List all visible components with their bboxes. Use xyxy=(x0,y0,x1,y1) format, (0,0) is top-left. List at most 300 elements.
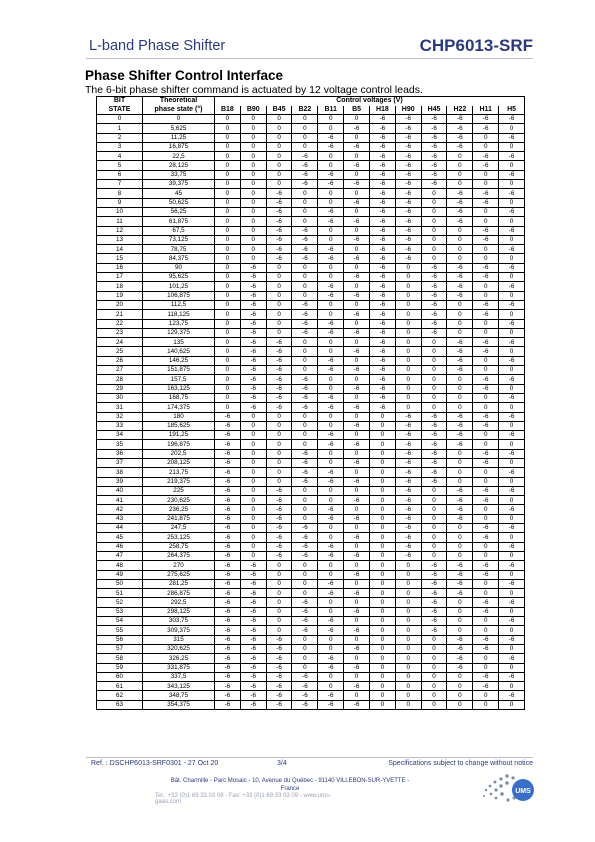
voltage-cell-h18: 0 xyxy=(369,533,395,542)
table-row xyxy=(97,672,525,681)
voltage-cell-b18: 0 xyxy=(215,133,241,142)
voltage-cell-h11: 0 xyxy=(473,180,499,189)
voltage-cell-b45: -6 xyxy=(266,393,292,402)
voltage-cell-b22: 0 xyxy=(292,635,318,644)
phase-cell: 281,25 xyxy=(143,579,215,588)
voltage-cell-h45: -6 xyxy=(421,115,447,124)
voltage-cell-h45: -6 xyxy=(421,273,447,282)
voltage-cell-h11: 0 xyxy=(473,626,499,635)
phase-cell: 0 xyxy=(143,115,215,124)
voltage-cell-b5: 0 xyxy=(344,300,370,309)
voltage-cell-b18: 0 xyxy=(215,124,241,133)
voltage-cell-h18: -6 xyxy=(369,291,395,300)
table-row xyxy=(97,440,525,449)
phase-cell: 292,5 xyxy=(143,598,215,607)
table-row xyxy=(97,263,525,272)
voltage-cell-h22: 0 xyxy=(447,551,473,560)
voltage-cell-b90: -6 xyxy=(240,663,266,672)
phase-cell: 56,25 xyxy=(143,207,215,216)
voltage-cell-h22: 0 xyxy=(447,393,473,402)
voltage-cell-h18: -6 xyxy=(369,338,395,347)
voltage-cell-b22: -6 xyxy=(292,152,318,161)
phase-cell: 236,25 xyxy=(143,505,215,514)
table-row xyxy=(97,310,525,319)
voltage-cell-h18: -6 xyxy=(369,152,395,161)
voltage-cell-b45: -6 xyxy=(266,496,292,505)
voltage-cell-h11: 0 xyxy=(473,245,499,254)
voltage-cell-h22: -6 xyxy=(447,561,473,570)
voltage-cell-h45: -6 xyxy=(421,617,447,626)
voltage-cell-h90: -6 xyxy=(395,180,421,189)
voltage-cell-h22: 0 xyxy=(447,700,473,709)
voltage-cell-h45: 0 xyxy=(421,682,447,691)
voltage-cell-h11: 0 xyxy=(473,142,499,151)
voltage-cell-h18: 0 xyxy=(369,635,395,644)
voltage-cell-b22: 0 xyxy=(292,263,318,272)
voltage-cell-h45: 0 xyxy=(421,366,447,375)
voltage-cell-b90: 0 xyxy=(240,412,266,421)
table-row xyxy=(97,458,525,467)
voltage-cell-h22: -6 xyxy=(447,431,473,440)
table-row xyxy=(97,198,525,207)
voltage-cell-b11: 0 xyxy=(318,124,344,133)
voltage-cell-h18: 0 xyxy=(369,468,395,477)
voltage-cell-b90: 0 xyxy=(240,207,266,216)
table-row xyxy=(97,598,525,607)
table-row xyxy=(97,431,525,440)
table-row xyxy=(97,496,525,505)
voltage-cell-h5: -6 xyxy=(499,412,525,421)
voltage-cell-b45: -6 xyxy=(266,644,292,653)
voltage-cell-h18: -6 xyxy=(369,180,395,189)
bit-state-cell: 18 xyxy=(97,282,143,291)
voltage-cell-b18: 0 xyxy=(215,282,241,291)
voltage-cell-h5: -6 xyxy=(499,152,525,161)
bit-state-cell: 25 xyxy=(97,347,143,356)
voltage-cell-b90: 0 xyxy=(240,161,266,170)
voltage-cell-h11: 0 xyxy=(473,514,499,523)
voltage-cell-h11: -6 xyxy=(473,115,499,124)
voltage-cell-h22: -6 xyxy=(447,273,473,282)
voltage-cell-b45: -6 xyxy=(266,375,292,384)
voltage-cell-b45: 0 xyxy=(266,431,292,440)
voltage-cell-h18: -6 xyxy=(369,207,395,216)
phase-cell: 157,5 xyxy=(143,375,215,384)
voltage-cell-h90: 0 xyxy=(395,672,421,681)
voltage-cell-b18: 0 xyxy=(215,291,241,300)
voltage-cell-b5: -6 xyxy=(344,477,370,486)
voltage-cell-b22: -6 xyxy=(292,226,318,235)
voltage-cell-h45: -6 xyxy=(421,412,447,421)
bit-state-cell: 52 xyxy=(97,598,143,607)
voltage-cell-b18: -6 xyxy=(215,607,241,616)
table-row xyxy=(97,700,525,709)
voltage-cell-h11: -6 xyxy=(473,458,499,467)
voltage-cell-b11: -6 xyxy=(318,207,344,216)
voltage-cell-b22: -6 xyxy=(292,533,318,542)
voltage-cell-h90: -6 xyxy=(395,254,421,263)
ums-logo xyxy=(478,770,538,804)
voltage-cell-b11: -6 xyxy=(318,589,344,598)
voltage-cell-h45: -6 xyxy=(421,440,447,449)
voltage-cell-b11: 0 xyxy=(318,598,344,607)
voltage-cell-b45: -6 xyxy=(266,384,292,393)
voltage-cell-h45: -6 xyxy=(421,579,447,588)
voltage-cell-h5: 0 xyxy=(499,217,525,226)
voltage-cell-h5: -6 xyxy=(499,579,525,588)
voltage-cell-h22: 0 xyxy=(447,598,473,607)
voltage-cell-h11: 0 xyxy=(473,207,499,216)
bit-state-cell: 1 xyxy=(97,124,143,133)
voltage-cell-b11: -6 xyxy=(318,217,344,226)
voltage-cell-h22: 0 xyxy=(447,533,473,542)
voltage-cell-b45: -6 xyxy=(266,551,292,560)
voltage-cell-h11: 0 xyxy=(473,468,499,477)
voltage-cell-h22: -6 xyxy=(447,207,473,216)
voltage-cell-h5: 0 xyxy=(499,533,525,542)
voltage-cell-h45: -6 xyxy=(421,142,447,151)
bit-state-cell: 50 xyxy=(97,579,143,588)
voltage-cell-b22: -6 xyxy=(292,384,318,393)
phase-cell: 78,75 xyxy=(143,245,215,254)
voltage-cell-h22: -6 xyxy=(447,440,473,449)
voltage-cell-b90: -6 xyxy=(240,682,266,691)
voltage-cell-b5: -6 xyxy=(344,235,370,244)
voltage-cell-h22: 0 xyxy=(447,617,473,626)
voltage-cell-h11: -6 xyxy=(473,226,499,235)
voltage-cell-b11: 0 xyxy=(318,449,344,458)
voltage-cell-h45: -6 xyxy=(421,449,447,458)
voltage-cell-h22: -6 xyxy=(447,644,473,653)
voltage-cell-h11: 0 xyxy=(473,617,499,626)
voltage-cell-b11: 0 xyxy=(318,412,344,421)
voltage-cell-b90: 0 xyxy=(240,533,266,542)
voltage-cell-h18: 0 xyxy=(369,598,395,607)
table-row xyxy=(97,486,525,495)
voltage-cell-h22: 0 xyxy=(447,328,473,337)
voltage-cell-h18: -6 xyxy=(369,282,395,291)
voltage-cell-h11: 0 xyxy=(473,700,499,709)
voltage-cell-b45: 0 xyxy=(266,617,292,626)
voltage-cell-h18: 0 xyxy=(369,505,395,514)
voltage-cell-b5: -6 xyxy=(344,514,370,523)
voltage-cell-b22: 0 xyxy=(292,115,318,124)
voltage-cell-b90: -6 xyxy=(240,356,266,365)
voltage-cell-h5: 0 xyxy=(499,589,525,598)
voltage-cell-h90: 0 xyxy=(395,589,421,598)
table-row xyxy=(97,300,525,309)
voltage-cell-b5: -6 xyxy=(344,496,370,505)
voltage-cell-b22: -6 xyxy=(292,319,318,328)
voltage-cell-b22: 0 xyxy=(292,579,318,588)
voltage-cell-b22: -6 xyxy=(292,458,318,467)
voltage-cell-h45: 0 xyxy=(421,672,447,681)
voltage-cell-b18: -6 xyxy=(215,672,241,681)
voltage-cell-h22: 0 xyxy=(447,458,473,467)
voltage-cell-b5: 0 xyxy=(344,431,370,440)
voltage-cell-b22: 0 xyxy=(292,356,318,365)
voltage-cell-b45: 0 xyxy=(266,468,292,477)
bit-state-cell: 63 xyxy=(97,700,143,709)
voltage-cell-b90: -6 xyxy=(240,672,266,681)
lead-header-b45: B45 xyxy=(266,106,292,115)
bit-state-cell: 20 xyxy=(97,300,143,309)
voltage-cell-h45: -6 xyxy=(421,458,447,467)
voltage-cell-h11: 0 xyxy=(473,663,499,672)
voltage-cell-b11: -6 xyxy=(318,245,344,254)
voltage-cell-b18: -6 xyxy=(215,663,241,672)
voltage-cell-b11: 0 xyxy=(318,273,344,282)
voltage-cell-b45: 0 xyxy=(266,152,292,161)
voltage-cell-h45: -6 xyxy=(421,421,447,430)
voltage-cell-h45: -6 xyxy=(421,170,447,179)
voltage-cell-b22: -6 xyxy=(292,393,318,402)
voltage-cell-h5: 0 xyxy=(499,626,525,635)
phase-cell: 135 xyxy=(143,338,215,347)
voltage-cell-b90: 0 xyxy=(240,440,266,449)
voltage-cell-b45: 0 xyxy=(266,310,292,319)
voltage-cell-h5: 0 xyxy=(499,477,525,486)
voltage-cell-h11: -6 xyxy=(473,273,499,282)
bit-state-cell: 39 xyxy=(97,477,143,486)
voltage-cell-b18: 0 xyxy=(215,366,241,375)
bit-state-cell: 42 xyxy=(97,505,143,514)
voltage-cell-b45: -6 xyxy=(266,226,292,235)
table-row xyxy=(97,617,525,626)
voltage-cell-h45: 0 xyxy=(421,347,447,356)
voltage-cell-h45: 0 xyxy=(421,217,447,226)
bit-state-cell: 44 xyxy=(97,524,143,533)
voltage-cell-h18: -6 xyxy=(369,328,395,337)
voltage-cell-h11: -6 xyxy=(473,672,499,681)
voltage-cell-b5: 0 xyxy=(344,524,370,533)
voltage-cell-h11: 0 xyxy=(473,551,499,560)
voltage-cell-b11: -6 xyxy=(318,393,344,402)
voltage-cell-b90: -6 xyxy=(240,291,266,300)
voltage-cell-h22: 0 xyxy=(447,607,473,616)
voltage-cell-b11: -6 xyxy=(318,691,344,700)
voltage-cell-h11: -6 xyxy=(473,412,499,421)
voltage-cell-h22: 0 xyxy=(447,682,473,691)
voltage-cell-b11: -6 xyxy=(318,291,344,300)
voltage-cell-h11: -6 xyxy=(473,338,499,347)
voltage-cell-h5: -6 xyxy=(499,263,525,272)
voltage-cell-b45: 0 xyxy=(266,440,292,449)
voltage-cell-h18: 0 xyxy=(369,682,395,691)
voltage-cell-h11: 0 xyxy=(473,282,499,291)
voltage-cell-h11: 0 xyxy=(473,542,499,551)
voltage-cell-h18: -6 xyxy=(369,319,395,328)
table-row xyxy=(97,542,525,551)
voltage-cell-h5: 0 xyxy=(499,124,525,133)
voltage-cell-b11: 0 xyxy=(318,561,344,570)
voltage-cell-h11: 0 xyxy=(473,356,499,365)
table-row xyxy=(97,514,525,523)
phase-cell: 73,125 xyxy=(143,235,215,244)
voltage-cell-b90: 0 xyxy=(240,477,266,486)
voltage-cell-b45: 0 xyxy=(266,115,292,124)
voltage-cell-h22: -6 xyxy=(447,579,473,588)
voltage-cell-b90: 0 xyxy=(240,226,266,235)
voltage-cell-h18: 0 xyxy=(369,700,395,709)
bit-state-cell: 2 xyxy=(97,133,143,142)
voltage-cell-b45: 0 xyxy=(266,133,292,142)
voltage-cell-b90: -6 xyxy=(240,375,266,384)
voltage-cell-b5: 0 xyxy=(344,152,370,161)
voltage-cell-b22: -6 xyxy=(292,524,318,533)
phase-cell: 129,375 xyxy=(143,328,215,337)
voltage-cell-b22: 0 xyxy=(292,514,318,523)
voltage-cell-h18: -6 xyxy=(369,198,395,207)
voltage-cell-h5: 0 xyxy=(499,366,525,375)
voltage-cell-h5: 0 xyxy=(499,644,525,653)
voltage-cell-h11: 0 xyxy=(473,403,499,412)
phase-cell: 22,5 xyxy=(143,152,215,161)
voltage-cell-h45: -6 xyxy=(421,263,447,272)
phase-cell: 264,375 xyxy=(143,551,215,560)
voltage-cell-b11: 0 xyxy=(318,226,344,235)
voltage-cell-b5: -6 xyxy=(344,589,370,598)
voltage-cell-h11: 0 xyxy=(473,589,499,598)
voltage-cell-h18: -6 xyxy=(369,393,395,402)
voltage-cell-h5: 0 xyxy=(499,458,525,467)
voltage-cell-h45: 0 xyxy=(421,505,447,514)
voltage-cell-b18: 0 xyxy=(215,403,241,412)
voltage-cell-b45: 0 xyxy=(266,161,292,170)
voltage-cell-b18: 0 xyxy=(215,180,241,189)
voltage-cell-h45: 0 xyxy=(421,663,447,672)
phase-cell: 90 xyxy=(143,263,215,272)
voltage-cell-h90: 0 xyxy=(395,328,421,337)
phase-cell: 320,625 xyxy=(143,644,215,653)
phase-cell: 45 xyxy=(143,189,215,198)
voltage-cell-h5: -6 xyxy=(499,486,525,495)
voltage-cell-h90: 0 xyxy=(395,561,421,570)
voltage-cell-h5: -6 xyxy=(499,356,525,365)
voltage-cell-h90: -6 xyxy=(395,477,421,486)
phase-cell: 140,625 xyxy=(143,347,215,356)
table-row xyxy=(97,338,525,347)
voltage-cell-b5: -6 xyxy=(344,644,370,653)
voltage-cell-h90: -6 xyxy=(395,189,421,198)
voltage-cell-b18: -6 xyxy=(215,533,241,542)
voltage-cell-h90: -6 xyxy=(395,524,421,533)
voltage-cell-b18: 0 xyxy=(215,254,241,263)
voltage-cell-b22: 0 xyxy=(292,282,318,291)
voltage-cell-h11: -6 xyxy=(473,524,499,533)
voltage-cell-b11: 0 xyxy=(318,486,344,495)
voltage-cell-h22: -6 xyxy=(447,570,473,579)
voltage-cell-h22: 0 xyxy=(447,691,473,700)
voltage-cell-h5: -6 xyxy=(499,431,525,440)
voltage-cell-h22: 0 xyxy=(447,375,473,384)
voltage-cell-b90: -6 xyxy=(240,338,266,347)
table-row xyxy=(97,644,525,653)
voltage-cell-b90: 0 xyxy=(240,189,266,198)
voltage-cell-h90: -6 xyxy=(395,226,421,235)
phase-cell: 146,25 xyxy=(143,356,215,365)
voltage-cell-h11: -6 xyxy=(473,161,499,170)
voltage-cell-b90: -6 xyxy=(240,598,266,607)
voltage-cell-h45: -6 xyxy=(421,626,447,635)
voltage-cell-b18: 0 xyxy=(215,142,241,151)
table-row xyxy=(97,152,525,161)
voltage-cell-b22: 0 xyxy=(292,291,318,300)
voltage-cell-b45: 0 xyxy=(266,300,292,309)
lead-header-b90: B90 xyxy=(240,106,266,115)
address-line-1: Bât. Charmille - Parc Mosaic - 10, Avenue du Québec - 91140 VILLEBON-SUR-YVETTE - xyxy=(170,778,410,784)
table-row xyxy=(97,375,525,384)
voltage-cell-h18: 0 xyxy=(369,440,395,449)
voltage-cell-b18: -6 xyxy=(215,691,241,700)
voltage-cell-h5: 0 xyxy=(499,403,525,412)
voltage-cell-b45: -6 xyxy=(266,366,292,375)
theoretical-header-line: Theoretical xyxy=(159,97,198,104)
table-row xyxy=(97,124,525,133)
phase-cell: 95,625 xyxy=(143,273,215,282)
voltage-cell-h11: 0 xyxy=(473,431,499,440)
voltage-cell-h18: -6 xyxy=(369,170,395,179)
voltage-cell-h11: -6 xyxy=(473,570,499,579)
voltage-cell-b45: 0 xyxy=(266,579,292,588)
voltage-cell-b90: -6 xyxy=(240,644,266,653)
voltage-cell-h22: -6 xyxy=(447,189,473,198)
voltage-cell-b45: -6 xyxy=(266,533,292,542)
voltage-cell-b11: 0 xyxy=(318,607,344,616)
table-header-row xyxy=(97,97,525,106)
phase-cell: 112,5 xyxy=(143,300,215,309)
phase-cell: 253,125 xyxy=(143,533,215,542)
voltage-cell-h11: -6 xyxy=(473,300,499,309)
voltage-cell-h90: 0 xyxy=(395,644,421,653)
voltage-cell-b45: -6 xyxy=(266,338,292,347)
voltage-cell-h22: -6 xyxy=(447,635,473,644)
voltage-cell-b11: 0 xyxy=(318,198,344,207)
voltage-cell-h11: -6 xyxy=(473,486,499,495)
voltage-cell-b90: 0 xyxy=(240,514,266,523)
voltage-cell-b11: -6 xyxy=(318,654,344,663)
voltage-cell-b5: -6 xyxy=(344,180,370,189)
voltage-cell-b18: 0 xyxy=(215,393,241,402)
table-row xyxy=(97,170,525,179)
voltage-cell-b90: -6 xyxy=(240,393,266,402)
voltage-cell-b45: -6 xyxy=(266,682,292,691)
voltage-cell-h90: -6 xyxy=(395,542,421,551)
voltage-cell-b18: 0 xyxy=(215,319,241,328)
voltage-cell-h5: 0 xyxy=(499,384,525,393)
voltage-cell-b45: -6 xyxy=(266,691,292,700)
bit-state-cell: 58 xyxy=(97,654,143,663)
voltage-cell-b22: -6 xyxy=(292,310,318,319)
voltage-cell-b11: 0 xyxy=(318,338,344,347)
voltage-cell-h45: -6 xyxy=(421,607,447,616)
voltage-cell-b5: 0 xyxy=(344,486,370,495)
voltage-cell-h5: -6 xyxy=(499,542,525,551)
phase-cell: 196,875 xyxy=(143,440,215,449)
voltage-cell-b22: -6 xyxy=(292,477,318,486)
voltage-cell-b18: 0 xyxy=(215,273,241,282)
voltage-cell-h18: -6 xyxy=(369,189,395,198)
voltage-cell-b90: -6 xyxy=(240,273,266,282)
voltage-cell-h5: 0 xyxy=(499,235,525,244)
bit-state-cell: 51 xyxy=(97,589,143,598)
voltage-cell-h18: -6 xyxy=(369,217,395,226)
voltage-cell-b90: 0 xyxy=(240,449,266,458)
phase-cell: 151,875 xyxy=(143,366,215,375)
voltage-cell-b11: 0 xyxy=(318,310,344,319)
voltage-cell-b22: 0 xyxy=(292,663,318,672)
bit-state-cell: 16 xyxy=(97,263,143,272)
